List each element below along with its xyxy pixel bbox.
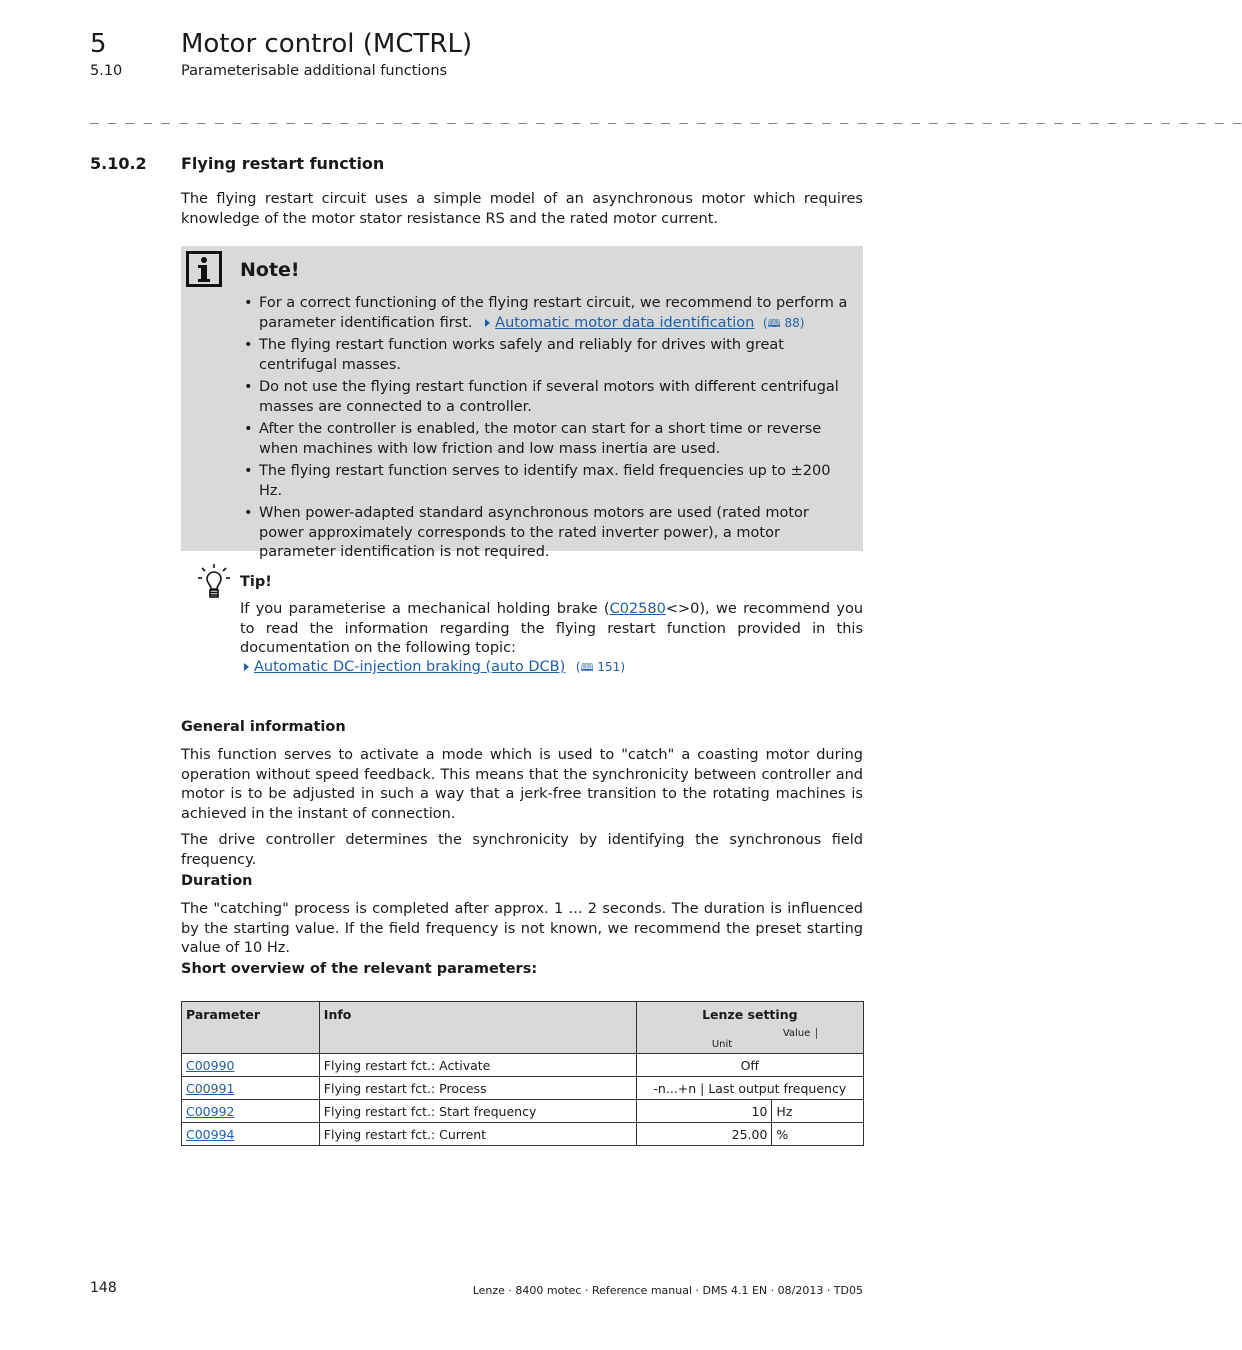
note-item: [240, 420, 850, 459]
table-header-row: [182, 1002, 864, 1054]
note-item: [240, 378, 850, 417]
note-list: [240, 294, 850, 566]
chapter-number: 5: [90, 29, 107, 59]
info-icon: [186, 251, 222, 287]
subsection-title: Flying restart function: [181, 154, 385, 173]
arrow-right-icon: [244, 663, 249, 671]
general-heading: General information: [181, 719, 346, 735]
table-row: [182, 1054, 864, 1077]
header-lenze-setting: [636, 1002, 863, 1054]
lightbulb-icon: [196, 563, 232, 599]
header-lenze-label: Lenze setting: [702, 1007, 798, 1022]
tip-text-before: If you parameterise a mechanical holding brake (: [240, 601, 610, 617]
bullet: •: [244, 463, 253, 479]
section-title: Parameterisable additional functions: [181, 63, 448, 79]
header-parameter: Parameter: [182, 1002, 320, 1054]
page-reference[interactable]: (🕮 88): [762, 315, 805, 330]
subsection-number: 5.10.2: [90, 154, 147, 173]
param-value-cell: 25.00: [636, 1123, 772, 1146]
page-number: 88: [784, 315, 800, 330]
tip-text-after: <>0), we recommend you to read the information regarding the flying restart function provided in this documentation on the following topic:: [240, 601, 864, 656]
tip-title: Tip!: [240, 574, 272, 590]
param-code-link[interactable]: C00992: [186, 1103, 235, 1119]
bullet: •: [244, 379, 253, 395]
note-item-text: When power-adapted standard asynchronous motors are used (rated motor power approximately corresponds to the rated inverter power), a motor parameter identification is not required.: [259, 505, 809, 560]
book-icon: 🕮: [580, 661, 594, 674]
param-code-cell: [182, 1123, 320, 1146]
duration-heading: Duration: [181, 873, 253, 889]
param-info-cell: Flying restart fct.: Process: [319, 1077, 636, 1100]
header-value: Value: [682, 1028, 817, 1039]
note-item-text: Do not use the flying restart function if several motors with different centrifugal masses are connected to a controller.: [259, 379, 839, 415]
param-code-link[interactable]: C00991: [186, 1080, 235, 1096]
header-subcolumns: [641, 1028, 859, 1053]
page-number: 151: [597, 660, 621, 674]
general-paragraph-2: The drive controller determines the synchronicity by identifying the synchronous field frequency.: [181, 832, 863, 868]
bullet: •: [244, 505, 253, 521]
param-code-link[interactable]: C00990: [186, 1057, 235, 1073]
param-code-cell: [182, 1054, 320, 1077]
bullet: •: [244, 295, 253, 311]
note-item: [240, 504, 850, 563]
arrow-right-icon: [485, 319, 490, 327]
header-info: Info: [319, 1002, 636, 1054]
chapter-title: Motor control (MCTRL): [181, 29, 473, 59]
section-number: 5.10: [90, 63, 123, 79]
param-info-cell: Flying restart fct.: Current: [319, 1123, 636, 1146]
parameter-table: [181, 1001, 864, 1146]
general-paragraph-1: This function serves to activate a mode which is used to "catch" a coasting motor during operation without speed feedback. This means that the synchronicity between controller and motor is to be adjusted in such a way that a jerk-free transition to the rotating machines is achieved in the instant of connection.: [181, 747, 863, 822]
motor-data-identification-link[interactable]: Automatic motor data identification: [495, 314, 755, 331]
duration-paragraph: The "catching" process is completed after approx. 1 ... 2 seconds. The duration is influenced by the starting value. If the field frequency is not known, we recommend the preset starting value of 10 Hz.: [181, 901, 863, 956]
tip-paragraph: [240, 600, 863, 659]
intro-paragraph: The flying restart circuit uses a simple model of an asynchronous motor which requires knowledge of the motor stator resistance RS and the rated motor current.: [181, 191, 863, 227]
note-item: [240, 294, 850, 333]
c02580-link[interactable]: C02580: [609, 601, 666, 617]
header-unit: Unit: [711, 1039, 733, 1050]
param-value-cell: Off: [636, 1054, 863, 1077]
note-item-text: The flying restart function serves to identify max. field frequencies up to ±200 Hz.: [259, 463, 831, 499]
note-item: [240, 336, 850, 375]
note-item-text: The flying restart function works safely and reliably for drives with great centrifugal masses.: [259, 337, 784, 373]
book-icon: 🕮: [767, 316, 781, 330]
header-separator: _ _ _ _ _ _ _ _ _ _ _ _ _ _ _ _ _ _ _ _ _ _ _ _ _ _ _ _ _ _ _ _ _ _ _ _ _ _ _ _ _ _ _ _ _ _ _ _ _ _ _ _ _ _ _ _ _ _ _ _ _ _ _ _ _: [90, 108, 1242, 124]
param-code-cell: [182, 1077, 320, 1100]
param-code-link[interactable]: C00994: [186, 1126, 235, 1142]
auto-dcb-link[interactable]: Automatic DC-injection braking (auto DCB): [254, 659, 566, 675]
param-unit-cell: %: [772, 1123, 864, 1146]
note-title: Note!: [240, 259, 300, 281]
table-row: [182, 1077, 864, 1100]
overview-heading: Short overview of the relevant parameters:: [181, 961, 538, 977]
param-unit-cell: Hz: [772, 1100, 864, 1123]
bullet: •: [244, 337, 253, 353]
page-reference[interactable]: (🕮 151): [575, 660, 625, 674]
page-number-footer: 148: [90, 1280, 117, 1296]
param-info-cell: Flying restart fct.: Activate: [319, 1054, 636, 1077]
tip-link-line: [244, 658, 625, 678]
param-value-cell: 10: [636, 1100, 772, 1123]
param-value-cell: -n...+n | Last output frequency: [636, 1077, 863, 1100]
bullet: •: [244, 421, 253, 437]
note-item-text: After the controller is enabled, the motor can start for a short time or reverse when machines with low friction and low mass inertia are used.: [259, 421, 822, 457]
footer-text: Lenze · 8400 motec · Reference manual · DMS 4.1 EN · 08/2013 · TD05: [472, 1284, 863, 1297]
note-item: [240, 462, 850, 501]
param-info-cell: Flying restart fct.: Start frequency: [319, 1100, 636, 1123]
param-code-cell: [182, 1100, 320, 1123]
table-row: [182, 1100, 864, 1123]
note-item-text: For a correct functioning of the flying restart circuit, we recommend to perform a parameter identification first.: [259, 295, 848, 331]
table-row: [182, 1123, 864, 1146]
